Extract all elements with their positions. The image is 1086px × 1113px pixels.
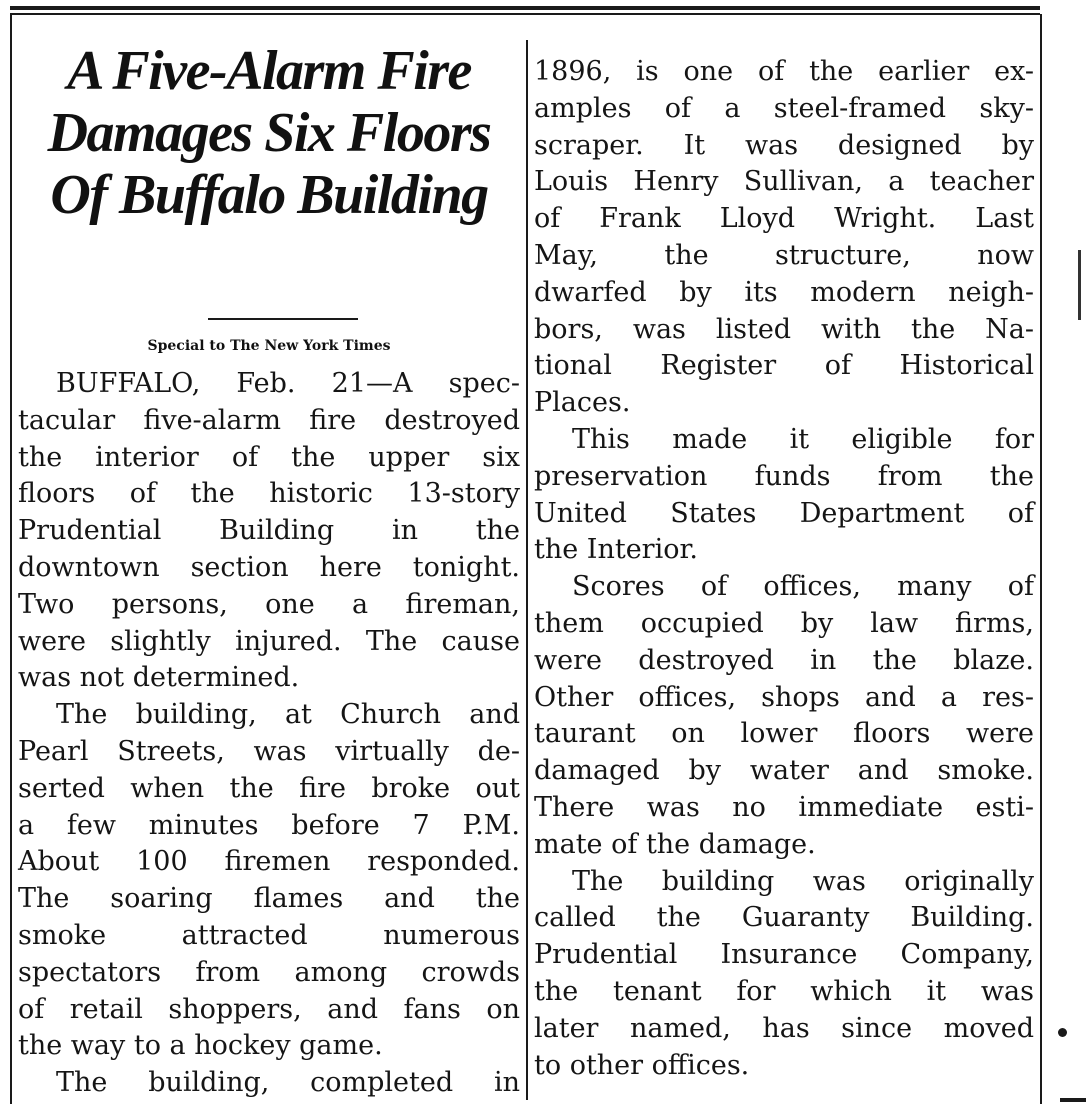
text-line: Prudential Insurance Company, — [534, 939, 1034, 971]
edge-dot — [1058, 1028, 1067, 1037]
text-line: tional Register of Historical — [534, 350, 1034, 382]
edge-mark — [1078, 250, 1081, 320]
text-line: scraper. It was designed by — [534, 129, 1034, 161]
text-line: bors, was listed with the Na- — [534, 313, 1034, 345]
text-line: mate of the damage. — [534, 828, 816, 860]
text-line: United States Department of — [534, 497, 1034, 529]
text-line: of Frank Lloyd Wright. Last — [534, 203, 1034, 235]
text-line: Pearl Streets, was virtually de- — [18, 735, 520, 767]
top-rule — [10, 6, 1040, 10]
text-line: Two persons, one a fireman, — [18, 588, 520, 620]
text-line: called the Guaranty Building. — [534, 902, 1034, 934]
text-line: was not determined. — [18, 662, 300, 694]
text-line: May, the structure, now — [534, 239, 1034, 271]
left-column — [18, 366, 520, 1102]
text-line: The building was originally — [572, 865, 1034, 897]
text-line: The building, completed in — [56, 1067, 520, 1099]
text-line: Louis Henry Sullivan, a teacher — [534, 166, 1034, 198]
text-line: floors of the historic 13-story — [18, 478, 520, 510]
headline-divider — [208, 318, 358, 320]
text-line: Other offices, shops and a res- — [534, 681, 1034, 713]
text-line: a few minutes before 7 P.M. — [18, 809, 520, 841]
text-line: taurant on lower floors were — [534, 718, 1034, 750]
text-line: This made it eligible for — [572, 423, 1034, 455]
text-line: Scores of offices, many of — [572, 571, 1034, 603]
top-rule-thin — [10, 13, 1040, 15]
headline-line: Of Buffalo Building — [50, 164, 488, 226]
center-column-rule — [526, 40, 528, 1100]
text-line: The building, at Church and — [56, 699, 520, 731]
text-line: them occupied by law firms, — [534, 607, 1034, 639]
text-line: Places. — [534, 387, 631, 419]
right-column-rule — [1040, 14, 1042, 1104]
text-line: dwarfed by its modern neigh- — [534, 276, 1034, 308]
right-column — [534, 54, 1034, 1084]
text-line: preservation funds from the — [534, 460, 1034, 492]
text-line: damaged by water and smoke. — [534, 755, 1034, 787]
text-line: There was no immediate esti- — [534, 791, 1034, 823]
edge-dash — [1060, 1098, 1086, 1102]
text-line: Prudential Building in the — [18, 515, 520, 547]
text-line: amples of a steel-framed sky- — [534, 92, 1034, 124]
text-line: to other offices. — [534, 1049, 750, 1081]
text-line: 1896, is one of the earlier ex- — [534, 56, 1034, 87]
text-line: smoke attracted numerous — [18, 919, 520, 951]
text-line: the way to a hockey game. — [18, 1030, 383, 1062]
text-line: serted when the fire broke out — [18, 772, 520, 804]
text-line: spectators from among crowds — [18, 956, 520, 988]
text-line: the Interior. — [534, 534, 699, 566]
text-line: were destroyed in the blaze. — [534, 644, 1034, 676]
text-line: the tenant for which it was — [534, 975, 1034, 1007]
headline-line: Damages Six Floors — [47, 102, 491, 164]
text-line: later named, has since moved — [534, 1012, 1034, 1044]
left-column-rule — [10, 14, 12, 1104]
text-line: of retail shoppers, and fans on — [18, 993, 520, 1025]
text-line: downtown section here tonight. — [18, 551, 520, 583]
text-line: tacular five-alarm fire destroyed — [18, 404, 520, 436]
headline — [14, 40, 524, 226]
byline: Special to The New York Times — [147, 338, 391, 354]
text-line: were slightly injured. The cause — [18, 625, 520, 657]
text-line: About 100 firemen responded. — [18, 846, 520, 878]
text-line: The soaring flames and the — [18, 883, 520, 915]
text-line: BUFFALO, Feb. 21—A spec- — [56, 368, 520, 399]
headline-line: A Five-Alarm Fire — [67, 40, 471, 102]
text-line: the interior of the upper six — [18, 441, 520, 473]
